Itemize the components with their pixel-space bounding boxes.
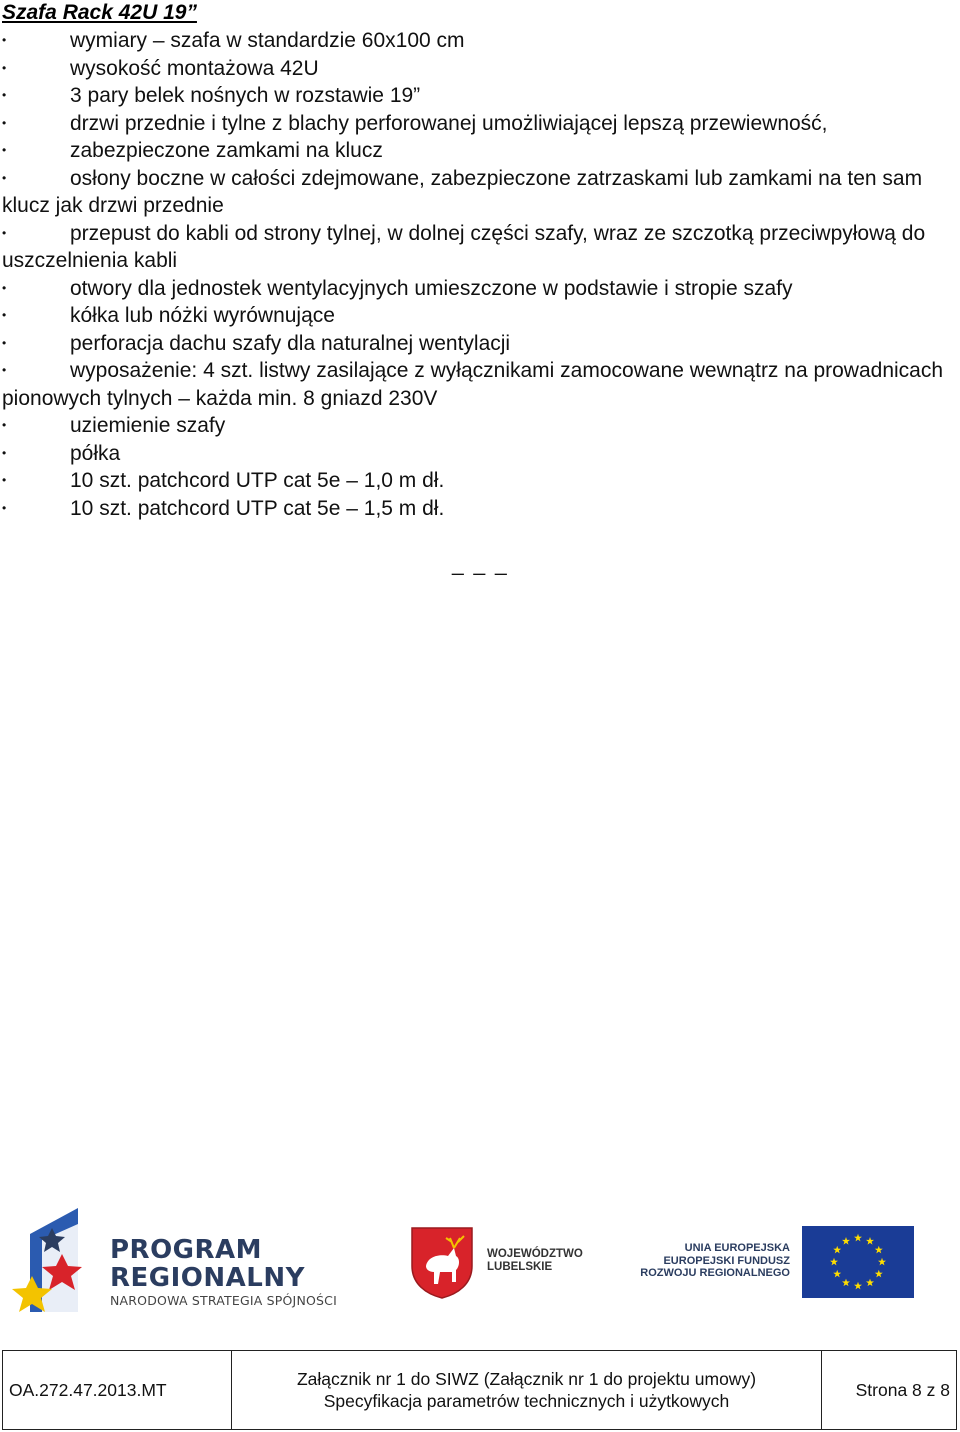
ue-line-3: ROZWOJU REGIONALNEGO: [640, 1267, 790, 1279]
footer-title-line-2: Specyfikacja parametrów technicznych i użytkowych: [323, 1391, 730, 1411]
list-item: • 10 szt. patchcord UTP cat 5e – 1,5 m dł.: [2, 495, 952, 523]
list-item: • otwory dla jednostek wentylacyjnych umieszczone w podstawie i stropie szafy: [2, 275, 952, 303]
footer-reference: OA.272.47.2013.MT: [3, 1351, 232, 1430]
woj-line-1: WOJEWÓDZTWO: [487, 1248, 583, 1260]
footer-title: [232, 1351, 822, 1430]
eu-flag-icon: [802, 1226, 914, 1298]
spec-list: [2, 27, 952, 522]
program-regionalny-logo: [12, 1204, 104, 1320]
list-item: • uziemienie szafy: [2, 412, 952, 440]
list-item: • zabezpieczone zamkami na klucz: [2, 137, 952, 165]
page-footer: [2, 1350, 957, 1430]
program-line-2: REGIONALNY: [110, 1263, 305, 1293]
list-item: • przepust do kabli od strony tylnej, w dolnej części szafy, wraz ze szczotką przeciwpyłową do uszczelnienia kabli: [2, 220, 952, 275]
ue-line-2: EUROPEJSKI FUNDUSZ: [663, 1254, 790, 1267]
list-item: • 10 szt. patchcord UTP cat 5e – 1,0 m dł.: [2, 467, 952, 495]
list-item: • 3 pary belek nośnych w rozstawie 19”: [2, 82, 952, 110]
program-subtitle: NARODOWA STRATEGIA SPÓJNOŚCI: [110, 1293, 337, 1308]
footer-title-line-1: Załącznik nr 1 do SIWZ (Załącznik nr 1 do projektu umowy): [296, 1369, 757, 1389]
list-item: • wymiary – szafa w standardzie 60x100 cm: [2, 27, 952, 55]
list-item: • osłony boczne w całości zdejmowane, zabezpieczone zatrzaskami lub zamkami na ten sam klucz jak drzwi przednie: [2, 165, 952, 220]
lubelskie-coat-of-arms-icon: [410, 1226, 474, 1300]
list-item: • drzwi przednie i tylne z blachy perforowanej umożliwiającej lepszą przewiewność,: [2, 110, 952, 138]
list-item: • półka: [2, 440, 952, 468]
document-heading: Szafa Rack 42U 19”: [2, 1, 197, 24]
list-item: • perforacja dachu szafy dla naturalnej wentylacji: [2, 330, 952, 358]
eu-fund-text: [628, 1242, 790, 1280]
program-regionalny-text: [110, 1236, 337, 1310]
list-item: • wysokość montażowa 42U: [2, 55, 952, 83]
woj-line-2: LUBELSKIE: [487, 1261, 553, 1273]
section-separator: _ _ _: [452, 553, 509, 576]
wojewodztwo-text: [487, 1248, 583, 1274]
list-item: • kółka lub nóżki wyrównujące: [2, 302, 952, 330]
list-item: • wyposażenie: 4 szt. listwy zasilające z wyłącznikami zamocowane wewnątrz na prowadnicach pionowych tylnych – każda min. 8 gniazd 230V: [2, 357, 952, 412]
program-line-1: PROGRAM: [110, 1235, 263, 1265]
ue-line-1: UNIA EUROPEJSKA: [684, 1242, 790, 1254]
footer-page-number: Strona 8 z 8: [822, 1351, 957, 1430]
